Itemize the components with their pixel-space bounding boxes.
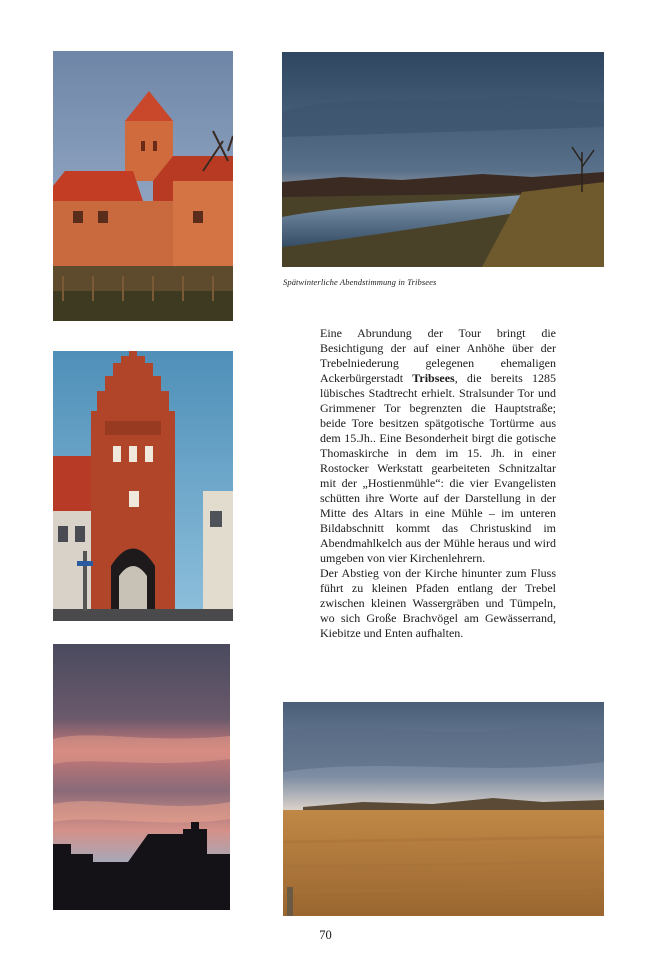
town-name-bold: Tribsees: [412, 371, 455, 385]
city-gate-photo: [53, 351, 233, 621]
church-photo: [53, 51, 233, 321]
meadow-photo: [283, 702, 604, 916]
article-body: [320, 326, 556, 641]
paragraph-tribsees: Eine Abrundung der Tour bringt die Besichtigung der auf einer Anhöhe über der Trebelniederung gelegenen ehemaligen Ackerbürgerstadt Tribsees, die bereits 1285 lübisches Stadtrecht erhielt. Stralsunder Tor und Grimmener Tor begrenzten die Hauptstraße; beide Tore besitzen spätgotische Tortürme aus dem 15.Jh.. Eine Besonderheit birgt die gotische Thomaskirche in dem im 15. Jh. in einer Rostocker Werkstatt gearbeiteten Schnitzaltar mit der „Hostienmühle“: die vier Evangelisten schütten ihre Worte auf der Darstellung in der Mitte des Altars in eine Mühle – im unteren Bildabschnitt kommt das Christuskind im Abendmahlkelch aus der Mühle heraus und wird umgeben von vier Kirchenlehrern.: [320, 326, 556, 565]
page-number: 70: [319, 928, 332, 942]
paragraph-descent: Der Abstieg von der Kirche hinunter zum Fluss führt zu kleinen Pfaden entlang der Trebel zwischen kleinen Wassergräben und Tümpeln, wo sich Große Brachvögel am Gewässerrand, Kiebitze und Enten aufhalten.: [320, 566, 556, 640]
photo-caption: Spätwinterliche Abendstimmung in Tribsees: [283, 277, 437, 287]
river-dusk-photo: [282, 52, 604, 267]
sunset-silhouette-photo: [53, 644, 230, 910]
